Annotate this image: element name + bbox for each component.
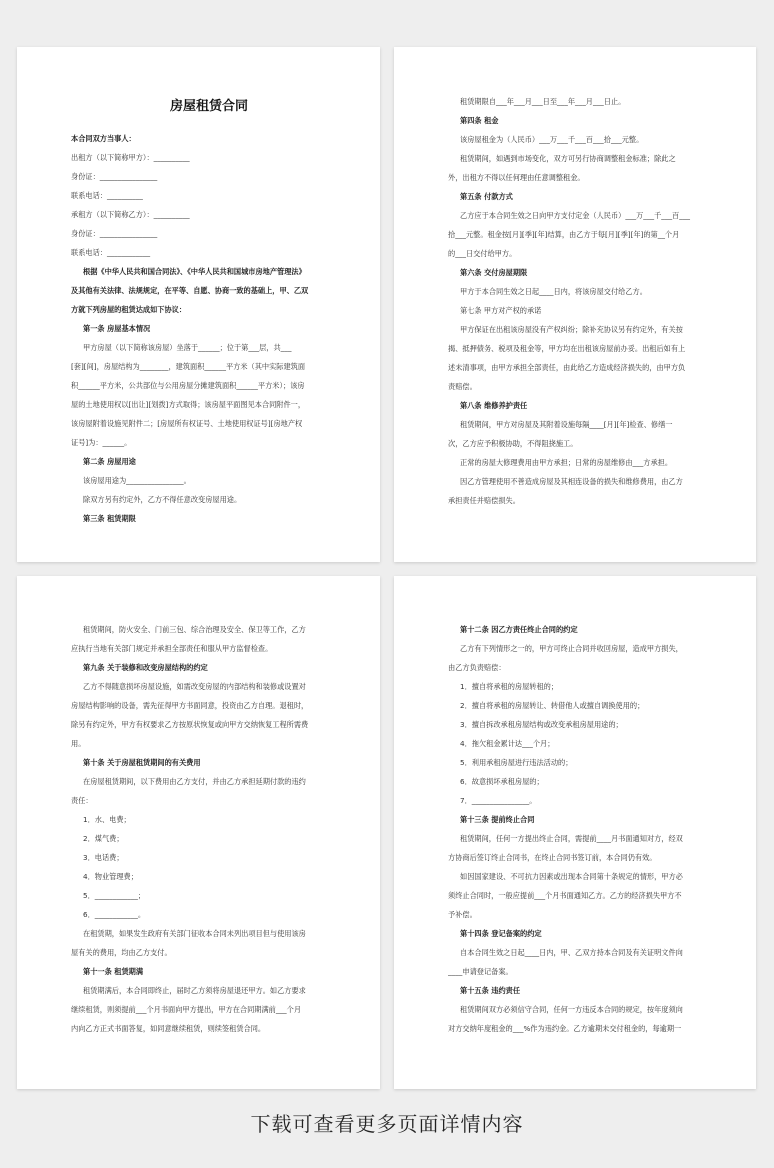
text-line: 的___日交付给甲方。: [448, 249, 517, 258]
contract-title: 房屋租赁合同: [169, 99, 248, 114]
text-line: 由乙方负责赔偿：: [448, 663, 506, 672]
text-line: 租赁期间双方必须信守合同，任何一方违反本合同的规定，按年度须向: [460, 1005, 683, 1014]
text-line: 在房屋租赁期间，以下费用由乙方支付，并由乙方承担延期付款的违约: [83, 777, 306, 786]
page-4-lines: [448, 620, 728, 1038]
text-line: 述未清事项，由甲方承担全部责任，由此给乙方造成经济损失的，由甲方负: [448, 363, 686, 372]
text-line: 屋有关的费用，均由乙方支付。: [71, 948, 172, 957]
text-line: 租赁期间，甲方对房屋及其附着设施每隔____[月][年]检查、修缮一: [460, 420, 673, 429]
text-line: 1．水、电费；: [83, 815, 131, 824]
text-line: 继续租赁，则须提前___个月书面向甲方提出，甲方在合同期满前___个月: [71, 1005, 302, 1014]
text-line: 5．____________；: [83, 891, 146, 900]
clause-heading: 第四条 租金: [460, 116, 499, 125]
text-line: 租赁期间，防火安全、门前三包、综合治理及安全、保卫等工作，乙方: [83, 625, 306, 634]
text-line: [套][间]，房屋结构为________，建筑面积______平方米（其中实际建筑面: [71, 362, 306, 371]
text-line: 在租赁期，如果发生政府有关部门征收本合同未列出项目但与使用该房: [83, 929, 306, 938]
text-line: 身份证：________________: [71, 229, 158, 238]
text-line: 责任：: [71, 796, 93, 805]
text-line: 予补偿。: [448, 910, 477, 919]
text-line: 2．煤气费；: [83, 834, 124, 843]
page-2-lines: [448, 92, 728, 510]
text-line: 该房屋附着设施见附件二；[房屋所有权证号、土地使用权证号][房地产权: [71, 419, 303, 428]
text-line: 5．利用承租房屋进行违法活动的；: [460, 758, 573, 767]
text-line: 甲方保证在出租该房屋没有产权纠纷；除补充协议另有约定外，有关按: [460, 325, 683, 334]
text-line: 承担责任并赔偿损失。: [448, 496, 520, 505]
clause-heading: 第五条 付款方式: [460, 192, 513, 201]
text-line: 除双方另有约定外，乙方不得任意改变房屋用途。: [83, 495, 242, 504]
text-line: 乙方有下列情形之一的，甲方可终止合同并收回房屋，造成甲方损失，: [460, 644, 683, 653]
clause-heading: 第十条 关于房屋租赁期间的有关费用: [83, 758, 201, 767]
clause-heading: 第十四条 登记备案的约定: [460, 929, 542, 938]
text-line: 联系电话：____________: [71, 248, 151, 257]
text-line: 租赁期间，如遇到市场变化，双方可另行协商调整租金标准；除此之: [460, 154, 676, 163]
text-line: 4．物业管理费；: [83, 872, 138, 881]
text-line: 外，出租方不得以任何理由任意调整租金。: [448, 173, 585, 182]
text-line: 因乙方管理使用不善造成房屋及其相连设备的损失和维修费用，由乙方: [460, 477, 683, 486]
text-line: 须终止合同时，一般应提前___个月书面通知乙方。乙方的经济损失甲方不: [448, 891, 682, 900]
clause-heading: 第十三条 提前终止合同: [460, 815, 535, 824]
text-line: 次，乙方应予积极协助，不得阻挠施工。: [448, 439, 578, 448]
text-line: 2．擅自将承租的房屋转让、转借他人或擅自调换使用的；: [460, 701, 645, 710]
text-line: 1．擅自将承租的房屋转租的；: [460, 682, 559, 691]
text-line: 正常的房屋大修理费用由甲方承担；日常的房屋维修由___方承担。: [460, 458, 673, 467]
text-line: 责赔偿。: [448, 382, 477, 391]
text-line: 租赁期满后，本合同即终止，届时乙方须将房屋退还甲方。如乙方要求: [83, 986, 306, 995]
clause-heading: 第十五条 违约责任: [460, 986, 521, 995]
page-3-lines: [71, 620, 352, 1038]
clause-heading: 第十二条 因乙方责任终止合同的约定: [460, 625, 578, 634]
clause-heading: 第九条 关于装修和改变房屋结构的约定: [83, 663, 208, 672]
text-line: 6．____________。: [83, 910, 146, 919]
clause-heading: 方就下列房屋的租赁达成如下协议：: [71, 305, 187, 314]
text-line: 4．拖欠租金累计达___个月；: [460, 739, 555, 748]
text-line: 证号]为：______。: [71, 438, 132, 447]
clause-heading: 第十一条 租赁期满: [83, 967, 144, 976]
text-line: ____申请登记备案。: [448, 967, 513, 976]
page-1-lines: [71, 129, 352, 528]
page-3-content: [71, 620, 352, 1038]
clause-heading: 第三条 租赁期限: [83, 514, 136, 523]
download-more-prompt[interactable]: 下载可查看更多页面详情内容: [250, 1112, 524, 1136]
text-line: 用。: [71, 739, 86, 748]
text-line: 3．电话费；: [83, 853, 124, 862]
text-line: 内向乙方正式书面答复，如同意继续租赁，则续签租赁合同。: [71, 1024, 266, 1033]
text-line: 屋的土地使用权以[出让][划拨]方式取得；该房屋平面图见本合同附件一，: [71, 400, 306, 409]
page-4-content: [448, 620, 728, 1038]
text-line: 对方交纳年度租金的___%作为违约金。乙方逾期未交付租金的，每逾期一: [448, 1024, 682, 1033]
text-line: 租赁期间，任何一方提出终止合同，需提前____月书面通知对方，经双: [460, 834, 683, 843]
text-line: 房屋结构影响的设备，需先征得甲方书面同意，投资由乙方自理。退租时，: [71, 701, 309, 710]
document-page-4: [394, 576, 756, 1089]
text-line: 应执行当地有关部门规定并承担全部责任和服从甲方监督检查。: [71, 644, 273, 653]
clause-heading: 本合同双方当事人：: [71, 134, 136, 143]
clause-heading: 第二条 房屋用途: [83, 457, 136, 466]
text-line: 积______平方米，公共部位与公用房屋分摊建筑面积______平方米）；该房: [71, 381, 305, 390]
text-line: 7．________________。: [460, 796, 537, 805]
document-page-3: [17, 576, 380, 1089]
text-line: 承租方（以下简称乙方）：__________: [71, 210, 190, 219]
text-line: 乙方不得随意损坏房屋设施，如需改变房屋的内部结构和装修或设置对: [83, 682, 306, 691]
page-2-content: [448, 92, 728, 510]
text-line: 如因国家建设、不可抗力因素或出现本合同第十条规定的情形，甲方必: [460, 872, 683, 881]
document-page-1: [17, 47, 380, 562]
clause-heading: 第六条 交付房屋期限: [460, 268, 528, 277]
text-line: 3．擅自拆改承租房屋结构或改变承租房屋用途的；: [460, 720, 623, 729]
text-line: 方协商后签订终止合同书，在终止合同书签订前，本合同仍有效。: [448, 853, 657, 862]
page-1-content: [71, 99, 352, 528]
text-line: 租赁期限自___年___月___日至___年___月___日止。: [460, 97, 626, 106]
text-line: 甲方房屋（以下简称该房屋）坐落于______；位于第___层，共___: [83, 343, 292, 352]
text-line: 甲方于本合同生效之日起____日内，将该房屋交付给乙方。: [460, 287, 647, 296]
text-line: 乙方应于本合同生效之日向甲方支付定金（人民币）___万___千___百___: [460, 211, 691, 220]
document-page-2: [394, 47, 756, 562]
text-line: 拾___元整。租金按[月][季][年]结算，由乙方于每[月][季][年]的第__个月: [448, 230, 680, 239]
clause-heading: 根据《中华人民共和国合同法》、《中华人民共和国城市房地产管理法》: [83, 267, 306, 276]
text-line: 6．故意损坏承租房屋的；: [460, 777, 544, 786]
clause-heading: 及其他有关法律、法规规定，在平等、自愿、协商一致的基础上，甲、乙双: [71, 286, 309, 295]
text-line: 除另有约定外，甲方有权要求乙方按原状恢复或向甲方交纳恢复工程所需费: [71, 720, 309, 729]
text-line: 身份证：________________: [71, 172, 158, 181]
text-line: 第七条 甲方对产权的承诺: [460, 306, 542, 315]
text-line: 该房屋用途为________________。: [83, 476, 191, 485]
clause-heading: 第一条 房屋基本情况: [83, 324, 151, 333]
text-line: 出租方（以下简称甲方）：__________: [71, 153, 190, 162]
clause-heading: 第八条 维修养护责任: [460, 401, 528, 410]
text-line: 联系电话：__________: [71, 191, 143, 200]
text-line: 自本合同生效之日起____日内，甲、乙双方持本合同及有关证明文件向: [460, 948, 683, 957]
text-line: 揭、抵押债务、税项及租金等，甲方均在出租该房屋前办妥。出租后如有上: [448, 344, 686, 353]
text-line: 该房屋租金为（人民币）___万___千___百___拾___元整。: [460, 135, 644, 144]
